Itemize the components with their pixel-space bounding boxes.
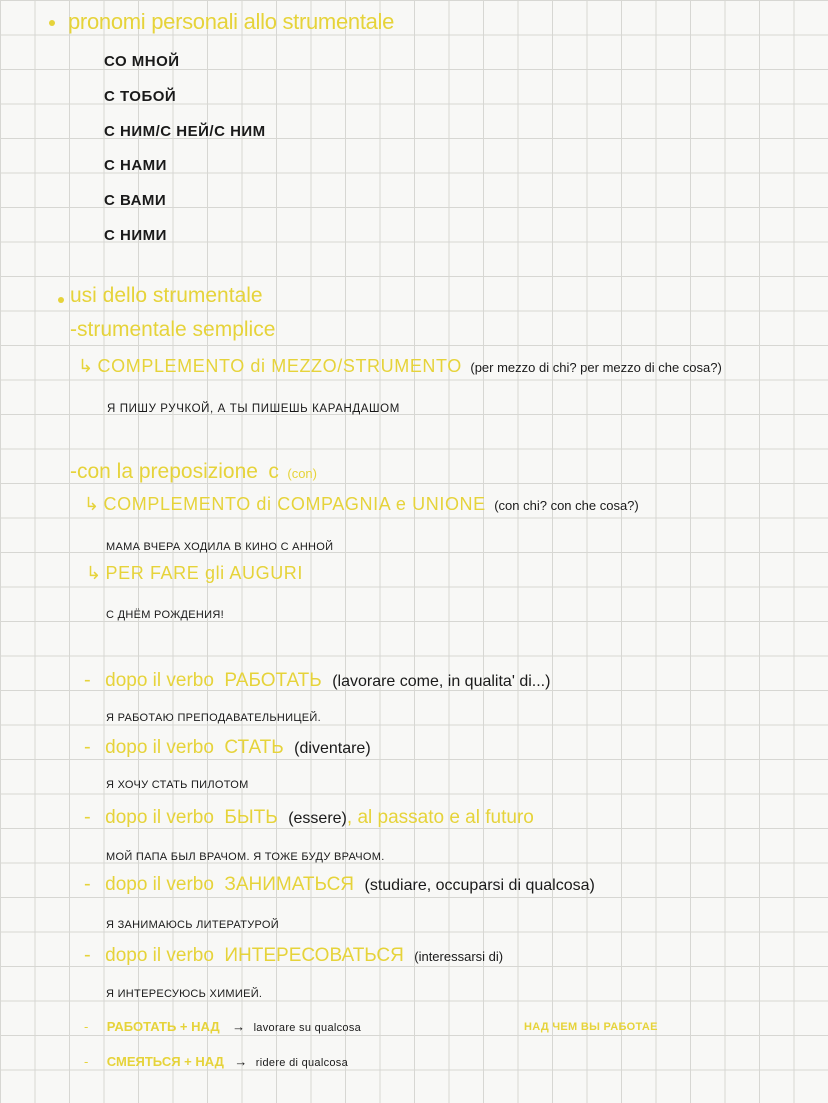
verb-note-5: (interessarsi di): [414, 949, 504, 964]
phrase-meaning-1: lavorare su qualcosa: [253, 1022, 362, 1034]
section2-bullet: [58, 297, 64, 303]
verb-row-2: [84, 736, 371, 759]
verb-note-extra-3: , al passato e al futuro: [346, 807, 534, 828]
prep-title-row: [70, 460, 317, 484]
verb-name-5: ИНТЕРЕСОВАТЬСЯ: [224, 945, 404, 966]
phrase-row-2: [84, 1053, 348, 1071]
verb-note-2: (diventare): [294, 740, 371, 757]
verb-note-1: (lavorare come, in qualita' di...): [332, 673, 551, 690]
prep-complement-row: [84, 494, 639, 515]
pronoun-1: СО МНОЙ: [104, 53, 180, 70]
verb-example-5: Я ИНТЕРЕСУЮСЬ ХИМИЕЙ.: [106, 988, 263, 1000]
verb-label-5: dopo il verbo: [105, 945, 214, 966]
section2-title: usi dello strumentale: [70, 284, 263, 307]
verb-dash-1: -: [84, 669, 91, 691]
verb-row-5: [84, 944, 503, 967]
phrase-1: РАБОТАТЬ + НАД: [106, 1019, 220, 1034]
auguri-row: [86, 563, 303, 584]
phrase-dash-1: -: [84, 1019, 89, 1034]
simple-title: -strumentale semplice: [70, 318, 276, 341]
pronoun-4: С НАМИ: [104, 157, 167, 174]
verb-note-3: (essere): [288, 810, 347, 827]
verb-dash-3: -: [84, 806, 91, 828]
auguri-example: С ДНЁМ РОЖДЕНИЯ!: [106, 609, 224, 621]
simple-arrow-icon: ↳: [78, 356, 94, 376]
phrase-extra-1: НАД ЧЕМ ВЫ РАБОТАЕ: [524, 1021, 658, 1033]
simple-question: (per mezzo di chi? per mezzo di che cosa?): [470, 360, 722, 375]
verb-dash-5: -: [84, 944, 91, 966]
simple-complement: COMPLEMENTO di MEZZO/STRUMENTO: [97, 356, 462, 376]
verb-example-2: Я ХОЧУ СТАТЬ ПИЛОТОМ: [106, 779, 249, 791]
prep-arrow-icon: ↳: [84, 494, 100, 514]
phrase-2: СМЕЯТЬСЯ + НАД: [106, 1054, 224, 1069]
phrase-dash-2: -: [84, 1054, 89, 1069]
prep-letter-note: (con): [287, 466, 317, 481]
verb-name-2: СТАТЬ: [224, 737, 284, 758]
verb-note-4: (studiare, occuparsi di qualcosa): [364, 877, 595, 894]
verb-name-4: ЗАНИМАТЬСЯ: [224, 874, 355, 895]
verb-example-4: Я ЗАНИМАЮСЬ ЛИТЕРАТУРОЙ: [106, 919, 279, 931]
prep-letter: с: [268, 460, 279, 483]
verb-dash-2: -: [84, 736, 91, 758]
verb-row-4: [84, 873, 595, 896]
prep-complement: COMPLEMENTO di COMPAGNIA e UNIONE: [103, 494, 486, 514]
verb-example-3: МОЙ ПАПА БЫЛ ВРАЧОМ. Я ТОЖЕ БУДУ ВРАЧОМ.: [106, 851, 385, 863]
verb-label-4: dopo il verbo: [105, 874, 214, 895]
auguri-label: PER FARE gli AUGURI: [105, 563, 303, 583]
phrase-row-1: [84, 1018, 361, 1036]
prep-question: (con chi? con che cosa?): [494, 498, 639, 513]
verb-name-1: РАБОТАТЬ: [224, 670, 322, 691]
simple-complement-row: [78, 356, 722, 377]
verb-label-1: dopo il verbo: [105, 670, 214, 691]
prep-title: -con la preposizione: [70, 460, 258, 483]
pronoun-5: С ВАМИ: [104, 192, 167, 209]
pronoun-2: С ТОБОЙ: [104, 88, 177, 105]
verb-label-2: dopo il verbo: [105, 737, 214, 758]
simple-example: Я ПИШУ РУЧКОЙ, А ТЫ ПИШЕШЬ КАРАНДАШОМ: [107, 403, 400, 415]
verb-example-1: Я РАБОТАЮ ПРЕПОДАВАТЕЛЬНИЦЕЙ.: [106, 712, 321, 724]
prep-example: МАМА ВЧЕРА ХОДИЛА В КИНО С АННОЙ: [106, 541, 334, 553]
verb-row-1: [84, 669, 550, 692]
verb-label-3: dopo il verbo: [105, 807, 214, 828]
pronoun-3: С НИМ/С НЕЙ/С НИМ: [104, 123, 266, 140]
auguri-arrow-icon: ↳: [86, 563, 102, 583]
phrase-arrow-icon-2: →: [234, 1054, 248, 1069]
section1-bullet: [49, 20, 55, 26]
section1-title: pronomi personali allo strumentale: [68, 9, 395, 34]
pronoun-6: С НИМИ: [104, 227, 167, 244]
verb-dash-4: -: [84, 873, 91, 895]
verb-row-3: [84, 806, 534, 829]
phrase-arrow-icon-1: →: [232, 1019, 246, 1034]
phrase-meaning-2: ridere di qualcosa: [255, 1057, 349, 1069]
verb-name-3: БЫТЬ: [224, 807, 278, 828]
